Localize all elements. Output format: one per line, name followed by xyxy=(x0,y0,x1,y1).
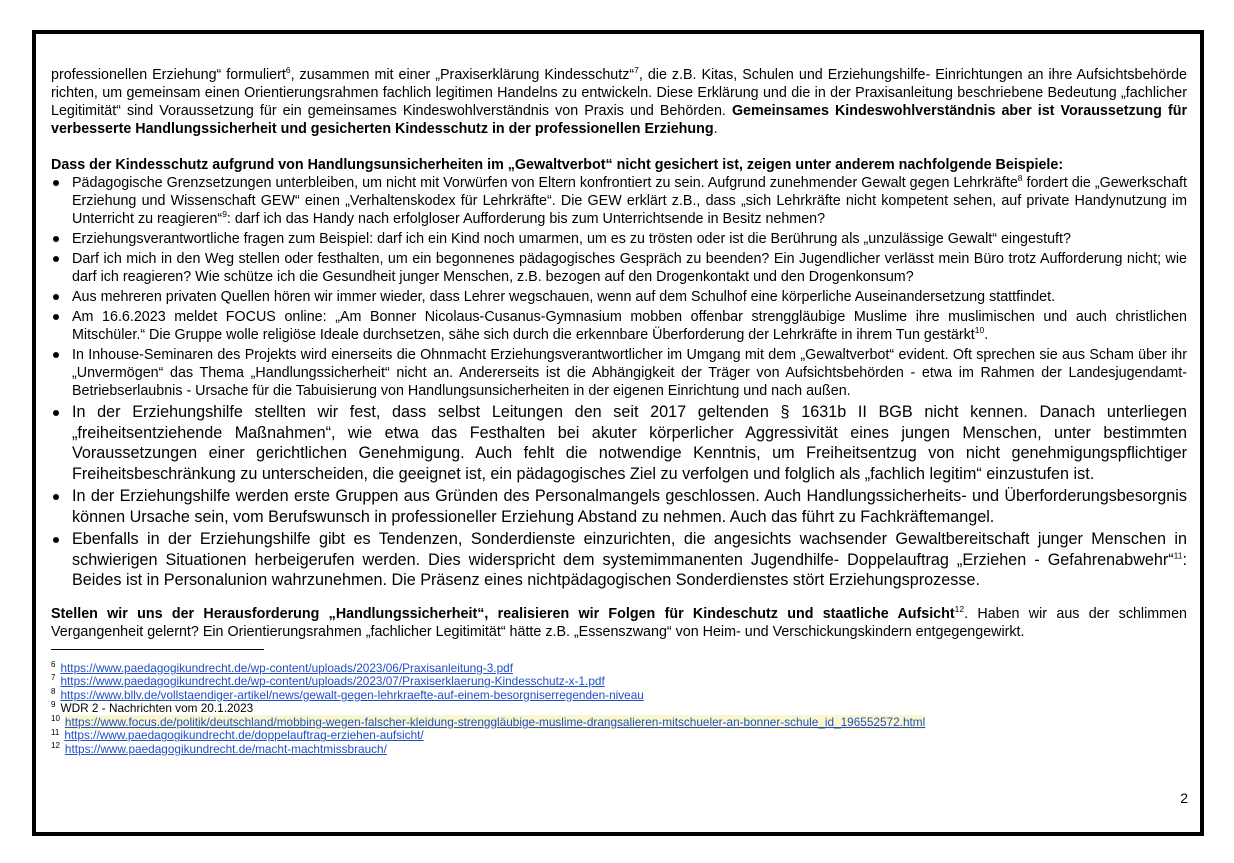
intro-emphasis: Gemeinsames Kindeswohlverständnis aber ist Voraussetzung für verbesserte Handlungssicherheit und gesicherten Kindesschutz in der professionellen Erziehung xyxy=(51,103,1188,137)
list-item xyxy=(51,250,1187,286)
footnote-ref[interactable]: 8 xyxy=(1017,173,1023,184)
page-content xyxy=(51,66,1187,757)
footnote xyxy=(51,675,1187,689)
list-item-text: In der Erziehungshilfe werden erste Gruppen aus Gründen des Personalmangels geschlossen. Auch Handlungssicherheits- und Überforderungsbesorgnis können Ursache sein, vom Berufswunsch in professioneller Erziehung Abstand zu nehmen. Auch das führt zu Fachkräftemangel. xyxy=(72,487,1187,526)
footnote-link[interactable]: https://www.paedagogikundrecht.de/wp-content/uploads/2023/06/Praxisanleitung-3.pdf xyxy=(60,660,513,675)
list-item-text: : Beides ist in Personalunion wahrzunehmen. Die Präsenz eines nichtpädagogischen Sonderdienstes stört Erziehungsprozesse. xyxy=(72,550,1187,589)
intro-paragraph xyxy=(51,66,1187,138)
closing-text: . Haben wir aus der schlimmen Vergangenheit gelernt? Ein Orientierungsrahmen „fachlicher Legitimität“ hätte z.B. „Essenszwang“ von Heim- und Verschickungskindern entgegengewirkt. xyxy=(51,605,1187,640)
footnote xyxy=(51,743,1187,757)
list-item-text: Ebenfalls in der Erziehungshilfe gibt es Tendenzen, Sonderdienste einzurichten, die angesichts wachsender Gewaltbereitschaft junger Menschen in schwierigen Situationen herbeigerufen werden. Dies widerspricht dem systemimmanenten Jugendhilfe- Doppelauftrag „Erziehen - Gefahrenabwehr“ xyxy=(72,530,1187,569)
footnote-text: WDR 2 - Nachrichten vom 20.1.2023 xyxy=(60,701,254,716)
footnote-ref[interactable]: 9 xyxy=(222,209,227,220)
examples-heading-text: Dass der Kindesschutz aufgrund von Handlungsunsicherheiten im „Gewaltverbot“ nicht gesichert ist, zeigen unter anderem nachfolgende Beispiele: xyxy=(51,157,1064,173)
list-item xyxy=(51,346,1187,400)
footnote-link[interactable]: https://www.paedagogikundrecht.de/wp-content/uploads/2023/07/Praxiserklaerung-Kindesschutz-x-1.pdf xyxy=(60,674,605,689)
footnote-link-highlighted[interactable]: https://www.focus.de/politik/deutschland/mobbing-wegen-falscher-kleidung-strenggläubige-muslime-drangsalieren-mitschueler-an-bonner-schule_id_196552572.html xyxy=(64,714,926,729)
footnote-ref[interactable]: 11 xyxy=(1173,550,1183,561)
footnote-separator xyxy=(51,649,264,650)
intro-text: . xyxy=(713,121,718,137)
list-item xyxy=(51,288,1187,306)
footnote-number: 9 xyxy=(51,700,56,710)
footnote-number: 10 xyxy=(51,713,60,723)
footnote-ref[interactable]: 12 xyxy=(954,603,965,614)
footnote-link[interactable]: https://www.paedagogikundrecht.de/macht-machtmissbrauch/ xyxy=(64,742,387,757)
list-item-text: fordert die „Gewerkschaft Erziehung und Wissenschaft GEW“ einen „Verhaltenskodex für Lehrkräfte“. Die GEW erklärt z.B., dass „sich Lehrkräfte nicht kompetent sehen, auf private Handynutzung im Unterricht zu reagieren“ xyxy=(72,175,1187,227)
list-item-text: In der Erziehungshilfe stellten wir fest, dass selbst Leitungen den seit 2017 geltenden § 1631b II BGB nicht kennen. Danach unterliegen „freiheitsentziehende Maßnahmen“, wie etwa das Festhalten bei akuter körperlicher Aggressivität eines jungen Menschen, unter bestimmten Voraussetzungen einer gerichtlichen Genehmigung. Auch fehlt die notwendige Kenntnis, um Freiheitsentzug von nicht genehmigungspflichtiger Freiheitsbeschränkung zu unterscheiden, die geeignet ist, ein pädagogisches Ziel zu verfolgen und folglich als „fachlich legitim“ einzustufen ist. xyxy=(72,403,1187,483)
list-item-text: Darf ich mich in den Weg stellen oder festhalten, um ein begonnenes pädagogisches Gespräch zu beenden? Ein Jugendlicher verlässt mein Büro trotz Aufforderung nicht; wie darf ich reagieren? Wie schütze ich die Gesundheit junger Menschen, z.B. bezogen auf den Drogenkontakt und den Drogenkonsum? xyxy=(72,251,1187,285)
list-item-text: : darf ich das Handy nach erfolgloser Aufforderung bis zum Unterrichtsende in Besitz nehmen? xyxy=(226,211,826,227)
list-item-text: Aus mehreren privaten Quellen hören wir immer wieder, dass Lehrer wegschauen, wenn auf dem Schulhof eine körperliche Auseinandersetzung stattfindet. xyxy=(72,289,1056,305)
list-item-text: . xyxy=(984,327,989,343)
footnote xyxy=(51,702,1187,716)
page-frame xyxy=(32,30,1204,836)
list-item-text: Erziehungsverantwortliche fragen zum Beispiel: darf ich ein Kind noch umarmen, um es zu trösten oder ist die Berührung als „unzulässige Gewalt“ eingestuft? xyxy=(72,231,1071,247)
page-number: 2 xyxy=(1180,790,1188,806)
closing-emphasis: Stellen wir uns der Herausforderung „Handlungssicherheit“, realisieren wir Folgen für Kindeschutz und staatliche Aufsicht xyxy=(51,605,955,622)
list-item-text: Am 16.6.2023 meldet FOCUS online: „Am Bonner Nicolaus-Cusanus-Gymnasium mobben offenbar strenggläubige Muslime ihre muslimischen und auch christlichen Mitschüler.“ Die Gruppe wolle religiöse Ideale durchsetzen, sähe sich durch die erkennbare Überforderung der Lehrkräfte in ihrem Tun gestärkt xyxy=(72,309,1187,343)
list-item xyxy=(51,174,1187,228)
list-item xyxy=(51,529,1187,591)
list-item-text: In Inhouse-Seminaren des Projekts wird einerseits die Ohnmacht Erziehungsverantwortlicher im Umgang mit dem „Gewaltverbot“ evident. Oft sprechen sie aus Scham über ihr „Unvermögen“ das Thema „Handlungssicherheit“ nicht an. Andererseits ist die Abhängigkeit der Träger von Aufsichtsbehörden - etwa im Rahmen der Landesjugendamt- Betriebserlaubnis - Ursache für die Tabuisierung von Handlungsunsicherheiten in der eigenen Einrichtung und nach außen. xyxy=(72,347,1187,399)
list-item xyxy=(51,402,1187,484)
intro-text: , die z.B. Kitas, Schulen und Erziehungshilfe- Einrichtungen an ihre Aufsichtsbehörde richten, um gemeinsam einen Orientierungsrahmen fachlich legitimen Handelns zu entwickeln. Diese Erklärung und die in der Praxisanleitung beschriebene Bedeutung „fachlicher Legitimität“ sind Voraussetzung für ein gemeinsames Kindeswohlverständnis von Praxis und Behörden. xyxy=(51,67,1187,119)
footnote-number: 6 xyxy=(51,659,56,669)
list-item xyxy=(51,230,1187,248)
list-item-text: Pädagogische Grenzsetzungen unterbleiben, um nicht mit Vorwürfen von Eltern konfrontiert zu sein. Aufgrund zunehmender Gewalt gegen Lehrkräfte xyxy=(72,175,1018,191)
intro-text: professionellen Erziehung“ formuliert xyxy=(51,67,286,83)
footnote-number: 7 xyxy=(51,673,56,683)
closing-paragraph xyxy=(51,605,1187,641)
footnote-link[interactable]: https://www.paedagogikundrecht.de/doppelauftrag-erziehen-aufsicht/ xyxy=(64,728,424,743)
footnote-link[interactable]: https://www.bllv.de/vollstaendiger-artikel/news/gewalt-gegen-lehrkraefte-auf-einem-besorgniserregenden-niveau xyxy=(60,687,644,702)
footnote-ref[interactable]: 10 xyxy=(974,325,985,336)
footnote-ref[interactable]: 7 xyxy=(634,65,639,76)
list-item xyxy=(51,308,1187,344)
footnote-number: 11 xyxy=(51,727,60,737)
examples-list xyxy=(51,174,1187,591)
footnote-number: 12 xyxy=(51,741,60,751)
footnote-number: 8 xyxy=(51,686,56,696)
intro-text: , zusammen mit einer „Praxiserklärung Kindesschutz“ xyxy=(290,67,635,83)
footnote-ref[interactable]: 6 xyxy=(285,65,291,76)
list-item xyxy=(51,486,1187,527)
footnotes xyxy=(51,659,1187,757)
examples-heading xyxy=(51,156,1187,174)
